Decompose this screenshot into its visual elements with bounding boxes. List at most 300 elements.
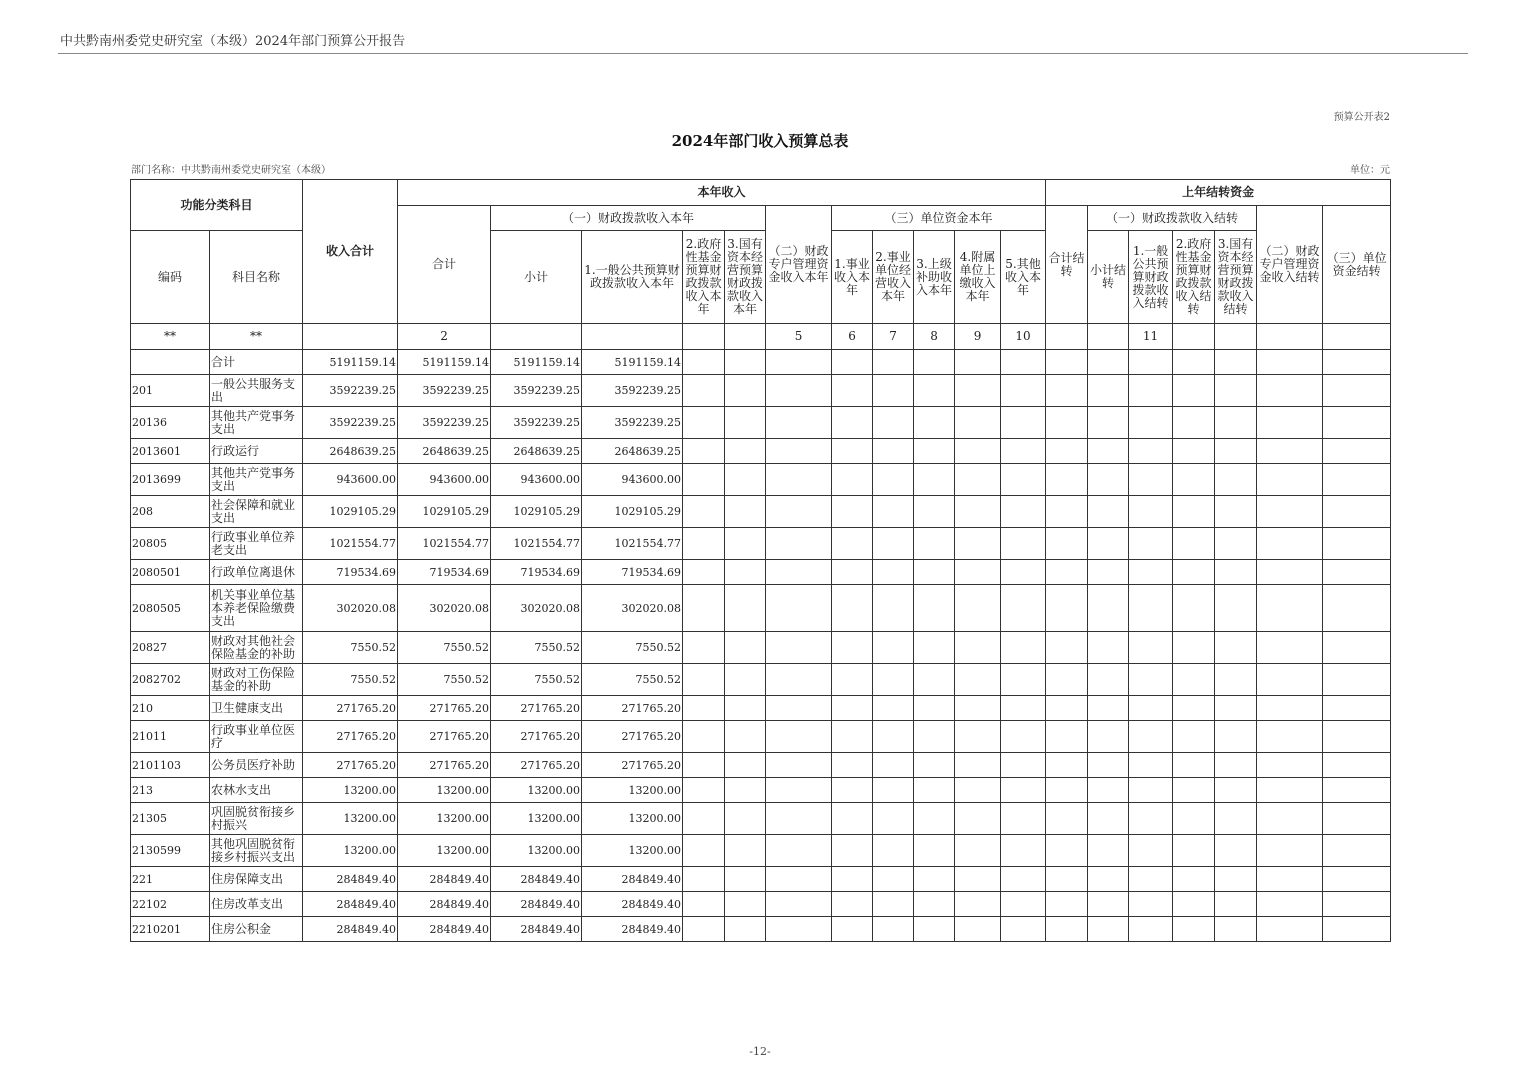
index-cell <box>582 324 683 350</box>
empty-cell <box>1046 892 1088 917</box>
empty-cell <box>1046 585 1088 632</box>
empty-cell <box>873 778 914 803</box>
subtotal-cell: 13200.00 <box>491 835 582 867</box>
empty-cell <box>1129 632 1173 664</box>
subtotal-cell: 7550.52 <box>491 664 582 696</box>
empty-cell <box>725 664 766 696</box>
fiscal-general-header: 1.一般公共预算财政拨款收入本年 <box>582 231 683 324</box>
general-cell: 13200.00 <box>582 803 683 835</box>
empty-cell <box>832 585 873 632</box>
empty-cell <box>725 721 766 753</box>
empty-cell <box>955 778 1001 803</box>
empty-cell <box>1046 917 1088 942</box>
empty-cell <box>1173 835 1215 867</box>
empty-cell <box>1215 753 1257 778</box>
empty-cell <box>832 867 873 892</box>
code-cell: 2080505 <box>131 585 210 632</box>
empty-cell <box>1001 375 1046 407</box>
subtotal-cell: 5191159.14 <box>491 350 582 375</box>
empty-cell <box>1257 917 1323 942</box>
empty-cell <box>1088 439 1129 464</box>
income-total-cell: 13200.00 <box>303 803 398 835</box>
empty-cell <box>1257 375 1323 407</box>
empty-cell <box>1088 560 1129 585</box>
general-cell: 3592239.25 <box>582 375 683 407</box>
name-cell: 公务员医疗补助 <box>210 753 303 778</box>
empty-cell <box>1001 528 1046 560</box>
empty-cell <box>1173 753 1215 778</box>
empty-cell <box>914 528 955 560</box>
empty-cell <box>1129 528 1173 560</box>
empty-cell <box>1088 696 1129 721</box>
unit-group-header: （三）单位资金本年 <box>832 206 1046 231</box>
empty-cell <box>1173 803 1215 835</box>
empty-cell <box>725 375 766 407</box>
total-cell: 7550.52 <box>398 632 491 664</box>
page-number: -12- <box>749 1045 771 1058</box>
empty-cell <box>1001 496 1046 528</box>
empty-cell <box>725 867 766 892</box>
empty-cell <box>1046 696 1088 721</box>
name-cell: 行政单位离退休 <box>210 560 303 585</box>
empty-cell <box>1129 696 1173 721</box>
empty-cell <box>1323 803 1391 835</box>
index-row <box>131 324 1391 350</box>
empty-cell <box>832 803 873 835</box>
code-cell: 210 <box>131 696 210 721</box>
empty-cell <box>955 375 1001 407</box>
general-cell: 1029105.29 <box>582 496 683 528</box>
total-cell: 284849.40 <box>398 867 491 892</box>
empty-cell <box>832 375 873 407</box>
empty-cell <box>832 560 873 585</box>
total-cell: 284849.40 <box>398 917 491 942</box>
empty-cell <box>955 560 1001 585</box>
empty-cell <box>955 721 1001 753</box>
empty-cell <box>1173 917 1215 942</box>
total-cell: 1021554.77 <box>398 528 491 560</box>
empty-cell <box>766 696 832 721</box>
index-cell <box>491 324 582 350</box>
table-row <box>131 867 1391 892</box>
income-total-cell: 719534.69 <box>303 560 398 585</box>
table-row <box>131 753 1391 778</box>
table-row <box>131 407 1391 439</box>
empty-cell <box>1215 585 1257 632</box>
empty-cell <box>725 560 766 585</box>
empty-cell <box>1046 753 1088 778</box>
index-cell <box>1046 324 1088 350</box>
empty-cell <box>832 528 873 560</box>
empty-cell <box>725 778 766 803</box>
code-cell: 2080501 <box>131 560 210 585</box>
empty-cell <box>1001 753 1046 778</box>
empty-cell <box>1215 632 1257 664</box>
empty-cell <box>1173 528 1215 560</box>
empty-cell <box>1323 439 1391 464</box>
empty-cell <box>832 835 873 867</box>
unit-3-header: 3.上级补助收入本年 <box>914 231 955 324</box>
empty-cell <box>766 778 832 803</box>
empty-cell <box>914 892 955 917</box>
empty-cell <box>1257 439 1323 464</box>
empty-cell <box>1215 892 1257 917</box>
empty-cell <box>1173 585 1215 632</box>
index-cell <box>1173 324 1215 350</box>
empty-cell <box>1257 464 1323 496</box>
empty-cell <box>766 753 832 778</box>
table-row <box>131 375 1391 407</box>
unit-2-header: 2.事业单位经营收入本年 <box>873 231 914 324</box>
empty-cell <box>1046 496 1088 528</box>
empty-cell <box>1046 375 1088 407</box>
name-cell: 住房保障支出 <box>210 867 303 892</box>
subtotal-cell: 3592239.25 <box>491 375 582 407</box>
income-total-cell: 13200.00 <box>303 778 398 803</box>
empty-cell <box>873 632 914 664</box>
empty-cell <box>1046 350 1088 375</box>
code-cell: 21011 <box>131 721 210 753</box>
empty-cell <box>914 632 955 664</box>
empty-cell <box>873 496 914 528</box>
empty-cell <box>832 439 873 464</box>
income-total-cell: 271765.20 <box>303 721 398 753</box>
subtotal-cell: 7550.52 <box>491 632 582 664</box>
empty-cell <box>725 892 766 917</box>
index-cell: 2 <box>398 324 491 350</box>
empty-cell <box>1215 464 1257 496</box>
empty-cell <box>1173 350 1215 375</box>
empty-cell <box>1215 696 1257 721</box>
empty-cell <box>1257 560 1323 585</box>
total-cell: 271765.20 <box>398 721 491 753</box>
total-cell: 1029105.29 <box>398 496 491 528</box>
name-cell: 住房改革支出 <box>210 892 303 917</box>
total-cell: 13200.00 <box>398 778 491 803</box>
empty-cell <box>1323 560 1391 585</box>
empty-cell <box>1173 778 1215 803</box>
empty-cell <box>1257 835 1323 867</box>
empty-cell <box>1173 696 1215 721</box>
empty-cell <box>1046 778 1088 803</box>
empty-cell <box>832 917 873 942</box>
empty-cell <box>725 407 766 439</box>
empty-cell <box>873 664 914 696</box>
empty-cell <box>1046 407 1088 439</box>
func-class-header: 功能分类科目 <box>131 180 303 231</box>
empty-cell <box>1257 753 1323 778</box>
empty-cell <box>955 496 1001 528</box>
empty-cell <box>1257 632 1323 664</box>
empty-cell <box>683 696 725 721</box>
empty-cell <box>1215 835 1257 867</box>
empty-cell <box>1088 664 1129 696</box>
empty-cell <box>1323 778 1391 803</box>
empty-cell <box>832 632 873 664</box>
table-row <box>131 464 1391 496</box>
empty-cell <box>1046 439 1088 464</box>
table-row <box>131 664 1391 696</box>
empty-cell <box>683 560 725 585</box>
total-cell: 3592239.25 <box>398 375 491 407</box>
empty-cell <box>1088 464 1129 496</box>
empty-cell <box>1257 867 1323 892</box>
empty-cell <box>1088 917 1129 942</box>
index-cell: 9 <box>955 324 1001 350</box>
special-mgmt-header: （二）财政专户管理资金收入本年 <box>766 206 832 324</box>
empty-cell <box>1129 439 1173 464</box>
table-row <box>131 632 1391 664</box>
empty-cell <box>1323 892 1391 917</box>
empty-cell <box>1323 753 1391 778</box>
empty-cell <box>766 664 832 696</box>
empty-cell <box>1001 464 1046 496</box>
general-cell: 271765.20 <box>582 753 683 778</box>
empty-cell <box>914 778 955 803</box>
empty-cell <box>1215 560 1257 585</box>
empty-cell <box>914 867 955 892</box>
empty-cell <box>683 375 725 407</box>
empty-cell <box>683 528 725 560</box>
total-cell: 3592239.25 <box>398 407 491 439</box>
subtotal-cell: 2648639.25 <box>491 439 582 464</box>
subtotal-cell: 719534.69 <box>491 560 582 585</box>
fiscal-subtotal-header: 小计 <box>491 231 582 324</box>
empty-cell <box>832 464 873 496</box>
header-divider <box>58 53 1468 54</box>
code-cell: 201 <box>131 375 210 407</box>
general-cell: 2648639.25 <box>582 439 683 464</box>
empty-cell <box>1001 778 1046 803</box>
income-total-cell: 13200.00 <box>303 835 398 867</box>
table-row <box>131 835 1391 867</box>
empty-cell <box>1323 696 1391 721</box>
table-row <box>131 560 1391 585</box>
subtotal-cell: 271765.20 <box>491 721 582 753</box>
prev-year-header: 上年结转资金 <box>1046 180 1391 206</box>
fiscal-state-header: 3.国有资本经营预算财政拨款收入本年 <box>725 231 766 324</box>
subtotal-cell: 1021554.77 <box>491 528 582 560</box>
table-row <box>131 778 1391 803</box>
empty-cell <box>1129 835 1173 867</box>
empty-cell <box>725 350 766 375</box>
carry-fund-header: 2.政府性基金预算财政拨款收入结转 <box>1173 231 1215 324</box>
carry-unit-header: （三）单位资金结转 <box>1323 206 1391 324</box>
empty-cell <box>725 528 766 560</box>
empty-cell <box>1088 778 1129 803</box>
empty-cell <box>683 407 725 439</box>
empty-cell <box>1088 835 1129 867</box>
empty-cell <box>1323 835 1391 867</box>
index-cell: ** <box>131 324 210 350</box>
empty-cell <box>1173 375 1215 407</box>
table-row <box>131 917 1391 942</box>
empty-cell <box>1088 350 1129 375</box>
empty-cell <box>725 753 766 778</box>
empty-cell <box>1001 803 1046 835</box>
empty-cell <box>914 803 955 835</box>
income-total-cell: 1029105.29 <box>303 496 398 528</box>
table-row <box>131 528 1391 560</box>
empty-cell <box>873 753 914 778</box>
empty-cell <box>1323 632 1391 664</box>
income-total-cell: 271765.20 <box>303 753 398 778</box>
empty-cell <box>1129 464 1173 496</box>
empty-cell <box>832 778 873 803</box>
subtotal-cell: 13200.00 <box>491 778 582 803</box>
carry-special-header: （二）财政专户管理资金收入结转 <box>1257 206 1323 324</box>
empty-cell <box>955 664 1001 696</box>
general-cell: 13200.00 <box>582 835 683 867</box>
name-cell: 合计 <box>210 350 303 375</box>
index-cell <box>1088 324 1129 350</box>
table-row <box>131 585 1391 632</box>
empty-cell <box>1257 803 1323 835</box>
empty-cell <box>955 528 1001 560</box>
name-cell: 行政运行 <box>210 439 303 464</box>
subtotal-cell: 271765.20 <box>491 696 582 721</box>
code-cell: 2013601 <box>131 439 210 464</box>
carry-subtotal-header: 小计结转 <box>1088 231 1129 324</box>
empty-cell <box>683 917 725 942</box>
empty-cell <box>832 407 873 439</box>
code-cell: 22102 <box>131 892 210 917</box>
empty-cell <box>1173 407 1215 439</box>
empty-cell <box>1129 917 1173 942</box>
empty-cell <box>955 892 1001 917</box>
subtotal-cell: 1029105.29 <box>491 496 582 528</box>
index-cell: 8 <box>914 324 955 350</box>
data-rows <box>131 350 1391 942</box>
name-cell: 行政事业单位养老支出 <box>210 528 303 560</box>
name-header: 科目名称 <box>210 231 303 324</box>
empty-cell <box>1129 585 1173 632</box>
total-cell: 2648639.25 <box>398 439 491 464</box>
empty-cell <box>766 585 832 632</box>
income-total-cell: 2648639.25 <box>303 439 398 464</box>
subtotal-cell: 284849.40 <box>491 917 582 942</box>
empty-cell <box>1129 560 1173 585</box>
total-cell: 302020.08 <box>398 585 491 632</box>
empty-cell <box>1173 439 1215 464</box>
empty-cell <box>1046 835 1088 867</box>
empty-cell <box>1088 585 1129 632</box>
subtotal-cell: 3592239.25 <box>491 407 582 439</box>
empty-cell <box>1173 892 1215 917</box>
fiscal-fund-header: 2.政府性基金预算财政拨款收入本年 <box>683 231 725 324</box>
empty-cell <box>1215 664 1257 696</box>
general-cell: 943600.00 <box>582 464 683 496</box>
unit-5-header: 5.其他收入本年 <box>1001 231 1046 324</box>
empty-cell <box>1129 496 1173 528</box>
general-cell: 271765.20 <box>582 721 683 753</box>
code-cell: 2013699 <box>131 464 210 496</box>
total-cell: 13200.00 <box>398 803 491 835</box>
empty-cell <box>873 560 914 585</box>
empty-cell <box>1001 835 1046 867</box>
empty-cell <box>1173 496 1215 528</box>
total-cell: 284849.40 <box>398 892 491 917</box>
empty-cell <box>873 867 914 892</box>
total-cell: 271765.20 <box>398 696 491 721</box>
code-cell: 213 <box>131 778 210 803</box>
name-cell: 财政对工伤保险基金的补助 <box>210 664 303 696</box>
empty-cell <box>955 439 1001 464</box>
empty-cell <box>683 835 725 867</box>
empty-cell <box>766 917 832 942</box>
empty-cell <box>1129 803 1173 835</box>
empty-cell <box>1323 407 1391 439</box>
empty-cell <box>1088 892 1129 917</box>
empty-cell <box>1088 407 1129 439</box>
empty-cell <box>1323 585 1391 632</box>
index-cell: 11 <box>1129 324 1173 350</box>
empty-cell <box>1323 721 1391 753</box>
empty-cell <box>1257 778 1323 803</box>
cur-total-header: 合计 <box>398 206 491 324</box>
empty-cell <box>914 721 955 753</box>
total-cell: 943600.00 <box>398 464 491 496</box>
empty-cell <box>1257 721 1323 753</box>
empty-cell <box>1215 439 1257 464</box>
carry-state-header: 3.国有资本经营预算财政拨款收入结转 <box>1215 231 1257 324</box>
empty-cell <box>1257 407 1323 439</box>
empty-cell <box>766 496 832 528</box>
empty-cell <box>873 835 914 867</box>
index-cell: 6 <box>832 324 873 350</box>
total-cell: 13200.00 <box>398 835 491 867</box>
empty-cell <box>1001 439 1046 464</box>
empty-cell <box>1046 632 1088 664</box>
empty-cell <box>1257 892 1323 917</box>
name-cell: 巩固脱贫衔接乡村振兴 <box>210 803 303 835</box>
subtotal-cell: 284849.40 <box>491 892 582 917</box>
empty-cell <box>1215 867 1257 892</box>
empty-cell <box>914 407 955 439</box>
income-total-cell: 3592239.25 <box>303 407 398 439</box>
general-cell: 7550.52 <box>582 664 683 696</box>
empty-cell <box>873 917 914 942</box>
empty-cell <box>725 835 766 867</box>
empty-cell <box>1088 867 1129 892</box>
empty-cell <box>914 375 955 407</box>
empty-cell <box>1323 528 1391 560</box>
name-cell: 住房公积金 <box>210 917 303 942</box>
empty-cell <box>683 585 725 632</box>
empty-cell <box>873 585 914 632</box>
name-cell: 农林水支出 <box>210 778 303 803</box>
empty-cell <box>683 439 725 464</box>
index-cell: ** <box>210 324 303 350</box>
empty-cell <box>1001 721 1046 753</box>
report-title: 中共黔南州委党史研究室（本级）2024年部门预算公开报告 <box>60 34 406 49</box>
name-cell: 其他巩固脱贫衔接乡村振兴支出 <box>210 835 303 867</box>
empty-cell <box>914 835 955 867</box>
empty-cell <box>873 407 914 439</box>
code-cell: 221 <box>131 867 210 892</box>
index-cell <box>683 324 725 350</box>
empty-cell <box>955 464 1001 496</box>
empty-cell <box>1215 496 1257 528</box>
empty-cell <box>955 867 1001 892</box>
general-cell: 302020.08 <box>582 585 683 632</box>
general-cell: 13200.00 <box>582 778 683 803</box>
empty-cell <box>683 753 725 778</box>
empty-cell <box>1323 917 1391 942</box>
empty-cell <box>1257 585 1323 632</box>
empty-cell <box>873 803 914 835</box>
empty-cell <box>1088 528 1129 560</box>
